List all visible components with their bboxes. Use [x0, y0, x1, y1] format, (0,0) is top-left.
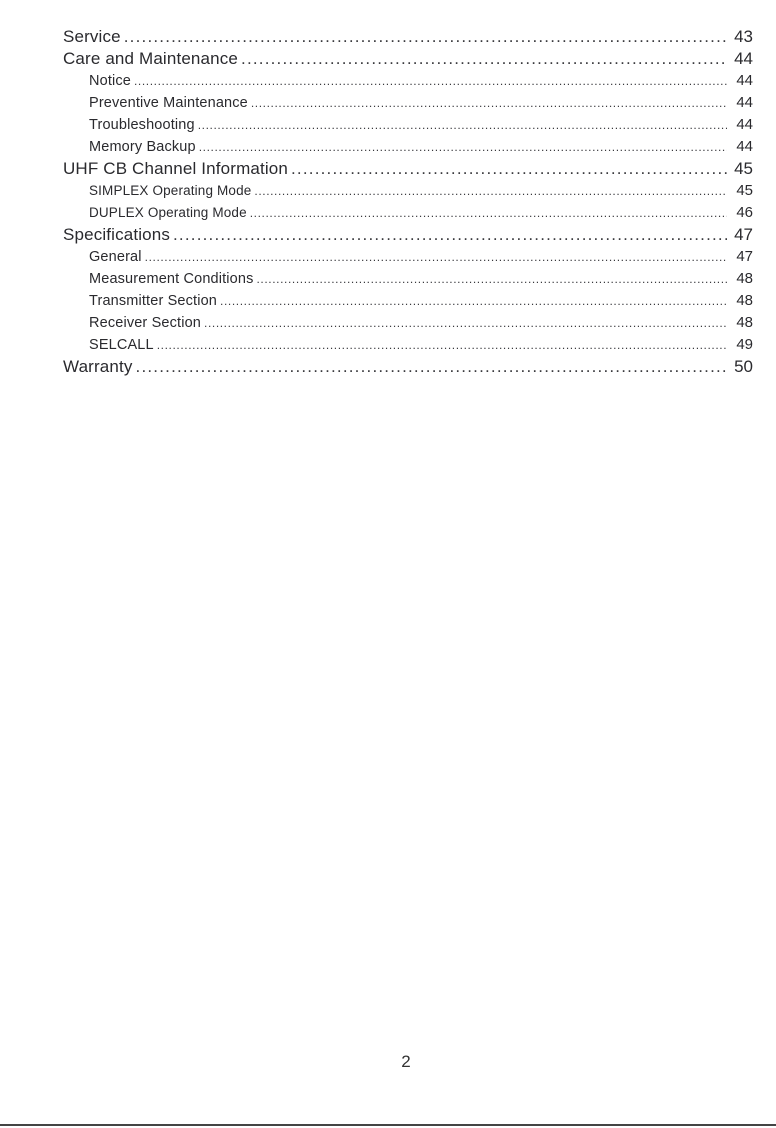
toc-entry-label: SIMPLEX Operating Mode	[89, 183, 252, 198]
toc-entry-simplex-operating-mode	[63, 180, 753, 202]
dot-leader	[251, 92, 727, 114]
toc-entry-page: 43	[734, 27, 753, 46]
toc-entry-label: Memory Backup	[89, 139, 196, 155]
toc-entry-label: DUPLEX Operating Mode	[89, 205, 247, 220]
dot-leader	[254, 180, 727, 202]
dot-leader	[198, 114, 727, 136]
dot-leader	[250, 202, 727, 224]
dot-leader	[134, 70, 727, 92]
toc-entry-page: 44	[736, 138, 753, 155]
toc-entry-selcall	[63, 334, 753, 356]
toc-entry-page: 45	[736, 182, 753, 199]
toc-entry-page: 44	[736, 116, 753, 133]
toc-entry-label: Care and Maintenance	[63, 49, 239, 68]
toc-entry-label: Warranty	[63, 357, 133, 376]
toc-entry-receiver-section	[63, 312, 753, 334]
toc-entry-page: 47	[734, 225, 753, 244]
toc-entry-page: 44	[736, 94, 753, 111]
bottom-rule	[0, 1124, 776, 1126]
toc-entry-general	[63, 246, 753, 268]
table-of-contents	[63, 26, 753, 378]
dot-leader	[257, 268, 728, 290]
toc-entry-warranty	[63, 356, 753, 378]
toc-entry-page: 44	[734, 49, 753, 68]
toc-entry-label: UHF CB Channel Information	[63, 159, 288, 178]
toc-entry-page: 47	[736, 248, 753, 265]
toc-entry-label: General	[89, 249, 142, 265]
toc-entry-label: Notice	[89, 73, 131, 89]
toc-entry-label: Receiver Section	[89, 315, 202, 331]
toc-entry-label: Specifications	[63, 225, 170, 244]
dot-leader	[241, 48, 727, 70]
dot-leader	[220, 290, 727, 312]
toc-entry-page: 44	[736, 72, 753, 89]
toc-entry-label: Troubleshooting	[89, 117, 195, 133]
dot-leader	[145, 246, 727, 268]
dot-leader	[173, 224, 727, 246]
toc-entry-measurement-conditions	[63, 268, 753, 290]
dot-leader	[136, 356, 727, 378]
toc-entry-page: 48	[736, 292, 753, 309]
toc-entry-specifications	[63, 224, 753, 246]
toc-entry-troubleshooting	[63, 114, 753, 136]
toc-entry-service	[63, 26, 753, 48]
toc-entry-memory-backup	[63, 136, 753, 158]
dot-leader	[157, 334, 727, 356]
toc-entry-transmitter-section	[63, 290, 753, 312]
toc-entry-duplex-operating-mode	[63, 202, 753, 224]
page-number: 2	[401, 1052, 411, 1071]
toc-entry-label: SELCALL	[89, 337, 154, 353]
toc-entry-preventive-maintenance	[63, 92, 753, 114]
toc-entry-page: 48	[736, 270, 753, 287]
toc-entry-page: 48	[736, 314, 753, 331]
toc-entry-label: Service	[63, 27, 121, 46]
toc-entry-page: 49	[736, 336, 753, 353]
toc-entry-label: Transmitter Section	[89, 293, 218, 309]
dot-leader	[204, 312, 727, 334]
toc-entry-care-and-maintenance	[63, 48, 753, 70]
toc-entry-label: Preventive Maintenance	[89, 95, 248, 111]
toc-entry-label: Measurement Conditions	[89, 271, 254, 287]
dot-leader	[199, 136, 727, 158]
toc-entry-page: 45	[734, 159, 753, 178]
dot-leader	[124, 26, 727, 48]
dot-leader	[291, 158, 727, 180]
toc-entry-uhf-cb-channel-information	[63, 158, 753, 180]
toc-entry-page: 50	[734, 357, 753, 376]
toc-entry-notice	[63, 70, 753, 92]
toc-entry-page: 46	[736, 204, 753, 221]
